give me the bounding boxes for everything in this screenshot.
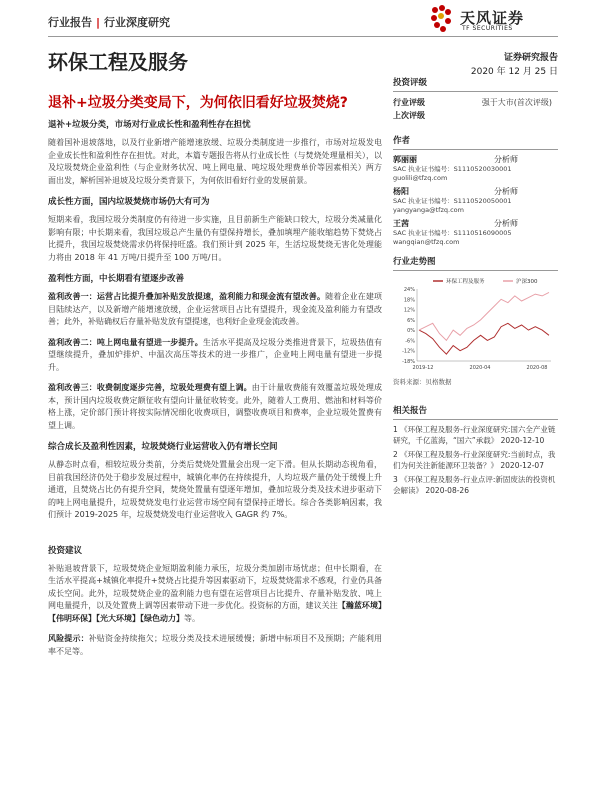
- author-cert: SAC 执业证书编号：S1110520030001: [393, 165, 512, 173]
- y-tick-label: 18%: [403, 297, 415, 304]
- top-bar: [48, 10, 558, 36]
- y-tick-label: -18%: [402, 359, 415, 365]
- y-tick-label: -12%: [402, 348, 415, 355]
- y-tick-label: 6%: [407, 317, 415, 324]
- page-title: 环保工程及服务: [48, 50, 188, 74]
- related-report-link[interactable]: 1 《环保工程及服务-行业深度研究:国六全产业链研究，千亿蓝海，“国六”承载》 2020-12-10: [393, 425, 556, 445]
- tf-securities-logo: [428, 4, 558, 38]
- legend-label: 沪深300: [516, 279, 538, 285]
- rating-row: [393, 96, 558, 109]
- report-type: 证券研究报告: [503, 53, 558, 63]
- author-email[interactable]: guolili@tfzq.com: [393, 174, 448, 182]
- section-paragraph: [48, 337, 382, 375]
- author-cert: SAC 执业证书编号：S1110516090005: [393, 229, 512, 237]
- y-tick-label: 24%: [403, 287, 415, 293]
- breadcrumb-industry-report[interactable]: 行业报告: [48, 16, 92, 29]
- author-name: 郭丽丽: [393, 155, 417, 164]
- breadcrumb-separator: |: [96, 16, 101, 29]
- author-cert: SAC 执业证书编号：S1110520050001: [393, 197, 512, 205]
- paragraph-highlight: 盈利改善三：收费制度逐步完善，垃圾处理费有望上调。: [48, 383, 252, 392]
- prev-rating-label: 上次评级: [393, 111, 425, 120]
- author-role: 分析师: [494, 187, 518, 196]
- authors-list: [393, 154, 558, 247]
- paragraph-highlight: 【瀚蓝环境】【伟明环保】【光大环境】【绿色动力】: [48, 601, 383, 623]
- author-card: [393, 218, 558, 247]
- main-body: [48, 118, 382, 666]
- report-subtitle: 退补+垃圾分类变局下，为何依旧看好垃圾焚烧?: [48, 95, 348, 111]
- trend-chart-svg: [393, 275, 558, 375]
- logo-name: 天风证券: [460, 9, 525, 27]
- paragraph-highlight: 盈利改善二：吨上网电量有望进一步提升。: [48, 337, 203, 347]
- section-paragraph: [48, 382, 382, 432]
- breadcrumb-industry-depth[interactable]: 行业深度研究: [104, 16, 171, 29]
- x-tick-label: 2020-08: [526, 365, 548, 371]
- legend-label: 环保工程及服务: [446, 279, 485, 285]
- logo-subtitle: TF SECURITIES: [462, 25, 513, 32]
- section-paragraph: [48, 459, 382, 522]
- y-tick-label: -6%: [405, 338, 415, 345]
- section-heading: 投资建议: [48, 545, 83, 556]
- section-paragraph: [48, 291, 382, 329]
- author-email[interactable]: wangqian@tfzq.com: [393, 238, 460, 246]
- breadcrumb: [48, 14, 170, 30]
- author-card: [393, 154, 558, 183]
- section-paragraph: [48, 137, 382, 187]
- related-report-link[interactable]: 3 《环保工程及服务-行业点评:新固废法的投资机会解读》 2020-08-26: [393, 475, 556, 495]
- trend-chart: [393, 275, 558, 375]
- section-paragraph: [48, 214, 382, 264]
- series-line-1: [419, 292, 549, 340]
- x-tick-label: 2020-04: [469, 365, 491, 371]
- chart-source: 资料来源：贝格数据: [393, 378, 452, 386]
- related-heading: 相关报告: [393, 404, 558, 420]
- section-heading: 综合成长及盈利性因素，垃圾焚烧行业运营收入仍有增长空间: [48, 442, 278, 452]
- author-name: 王茜: [393, 219, 409, 228]
- header-divider: [48, 36, 558, 37]
- paragraph-text: 补贴资金持续拖欠；垃圾分类及技术进展缓慢；新增中标项目不及预期；产能利用率不足等。: [48, 634, 382, 656]
- y-tick-label: 12%: [403, 307, 415, 314]
- paragraph-text: 由于计量收费能有效覆盖垃圾处理成本，预计国内垃圾收费定额征收有望向计量征收转变。此外，随着人工费用、燃油和材料等价格上涨，定价部门预计将按实际情况细化收费项目，调整收费项目和费率，企业垃圾处置费有望上调。: [48, 383, 382, 430]
- y-tick-label: 0%: [407, 328, 415, 335]
- series-line-0: [419, 323, 549, 354]
- author-name: 杨阳: [393, 187, 409, 196]
- rating-value: 强于大市(首次评级): [481, 98, 552, 107]
- paragraph-highlight: 风险提示：: [48, 634, 89, 643]
- report-date: 2020 年 12 月 25 日: [470, 67, 558, 77]
- prev-rating-value: [552, 109, 558, 122]
- sidebar: [393, 76, 558, 499]
- paragraph-text: 生活水平提高及垃圾分类推进背景下，垃圾热值有望继续提升，叠加炉排炉、中温次高压等技术的进一步推广，企业吨上网电量有望进一步提升。: [48, 337, 383, 372]
- paragraph-text: 随着企业在建项目陆续达产，以及新增产能增速放缓，企业运营项目占比有望提升，现金流及盈利能力有望改善；此外，补贴确权后存量补贴发放有望提速，也利好企业现金流改善。: [48, 292, 383, 326]
- rating-heading: 投资评级: [393, 76, 558, 92]
- logo-mark-icon: [428, 4, 454, 34]
- authors-heading: 作者: [393, 134, 558, 150]
- paragraph-text: 从静态时点看，相较垃圾分类前，分类后焚烧处置量会出现一定下滑。但从长期动态视角看，目前我国经济仍处于稳步发展过程中，城镇化率仍在持续提升，人均垃圾产量仍处于缓慢上升通道，且焚烧占比仍有提升空间，焚烧处置量有望逐年增加，叠加垃圾分类及技术进步驱动下的吨上网电量提升，垃圾焚烧发电行业运营市场空间有望保持正增长。综合各类影响因素，我们预计 2019-2025 年，垃圾焚烧发电行业运营收入 GAGR 约 7%。: [48, 460, 382, 519]
- trend-heading: 行业走势图: [393, 255, 558, 271]
- x-tick-label: 2019-12: [412, 365, 434, 371]
- related-list: [393, 424, 558, 496]
- paragraph-text: 随着国补退坡落地，以及行业新增产能增速放缓、垃圾分类制度进一步推行，市场对垃圾发电企业成长性和盈利性存在担忧。对此，本篇专题报告将从行业成长性（与焚烧处理量相关），以及垃圾焚烧企业盈利性（与企业财务状况、吨上网电量、吨垃圾处理费单价等因素相关）两方面出发，解析国补退坡及垃圾分类背景下，为何依旧看好行业的发展前景。: [48, 138, 382, 185]
- paragraph-text: 补贴退坡背景下，垃圾焚烧企业短期盈利能力承压，垃圾分类加剧市场忧虑；但中长期看，在生活水平提高+城镇化率提升+焚烧占比提升等因素驱动下，垃圾焚烧需求不惑观，行业仍具备成长空间。此外，垃圾焚烧企业的盈利能力也有望在运营项目占比提升、存量补贴发放、吨上网电量提升，以及处置费上调等因素带动下进一步优化。投资标的方面，建议关注: [48, 563, 382, 610]
- section-heading: 成长性方面，国内垃圾焚烧市场仍大有可为: [48, 197, 210, 207]
- related-report-link[interactable]: 2 《环保工程及服务-行业深度研究:当前时点，我们为何关注新能源环卫装备？》 2020-12-07: [393, 450, 556, 470]
- author-email[interactable]: yangyanga@tfzq.com: [393, 206, 464, 214]
- section-paragraph: [48, 563, 382, 626]
- section-heading: 退补+垃圾分类，市场对行业成长性和盈利性存在担忧: [48, 120, 251, 130]
- author-card: [393, 186, 558, 215]
- prev-rating-row: [393, 109, 558, 122]
- rating-label: 行业评级: [393, 98, 425, 107]
- paragraph-text: 等。: [184, 613, 200, 623]
- paragraph-highlight: 盈利改善一：运营占比提升叠加补贴发放提速，盈利能力和现金流有望改善。: [48, 292, 326, 301]
- section-paragraph: [48, 633, 382, 658]
- section-heading: 盈利性方面，中长期看有望逐步改善: [48, 274, 185, 284]
- author-role: 分析师: [494, 155, 518, 164]
- author-role: 分析师: [494, 219, 518, 228]
- paragraph-text: 短期来看，我国垃圾分类制度仍有待进一步实施，且目前新生产能缺口较大，垃圾分类减量化影响有限；中长期来看，我国垃圾总产生量仍有望保持增长，叠加填埋产能收缩趋势下焚烧占比提升，我国垃圾焚烧需求仍将保持旺盛。我们预计到 2025 年，生活垃圾焚烧无害化处理能力将由 2018 年 41 万吨/日提升至 100 万吨/日。: [48, 215, 382, 262]
